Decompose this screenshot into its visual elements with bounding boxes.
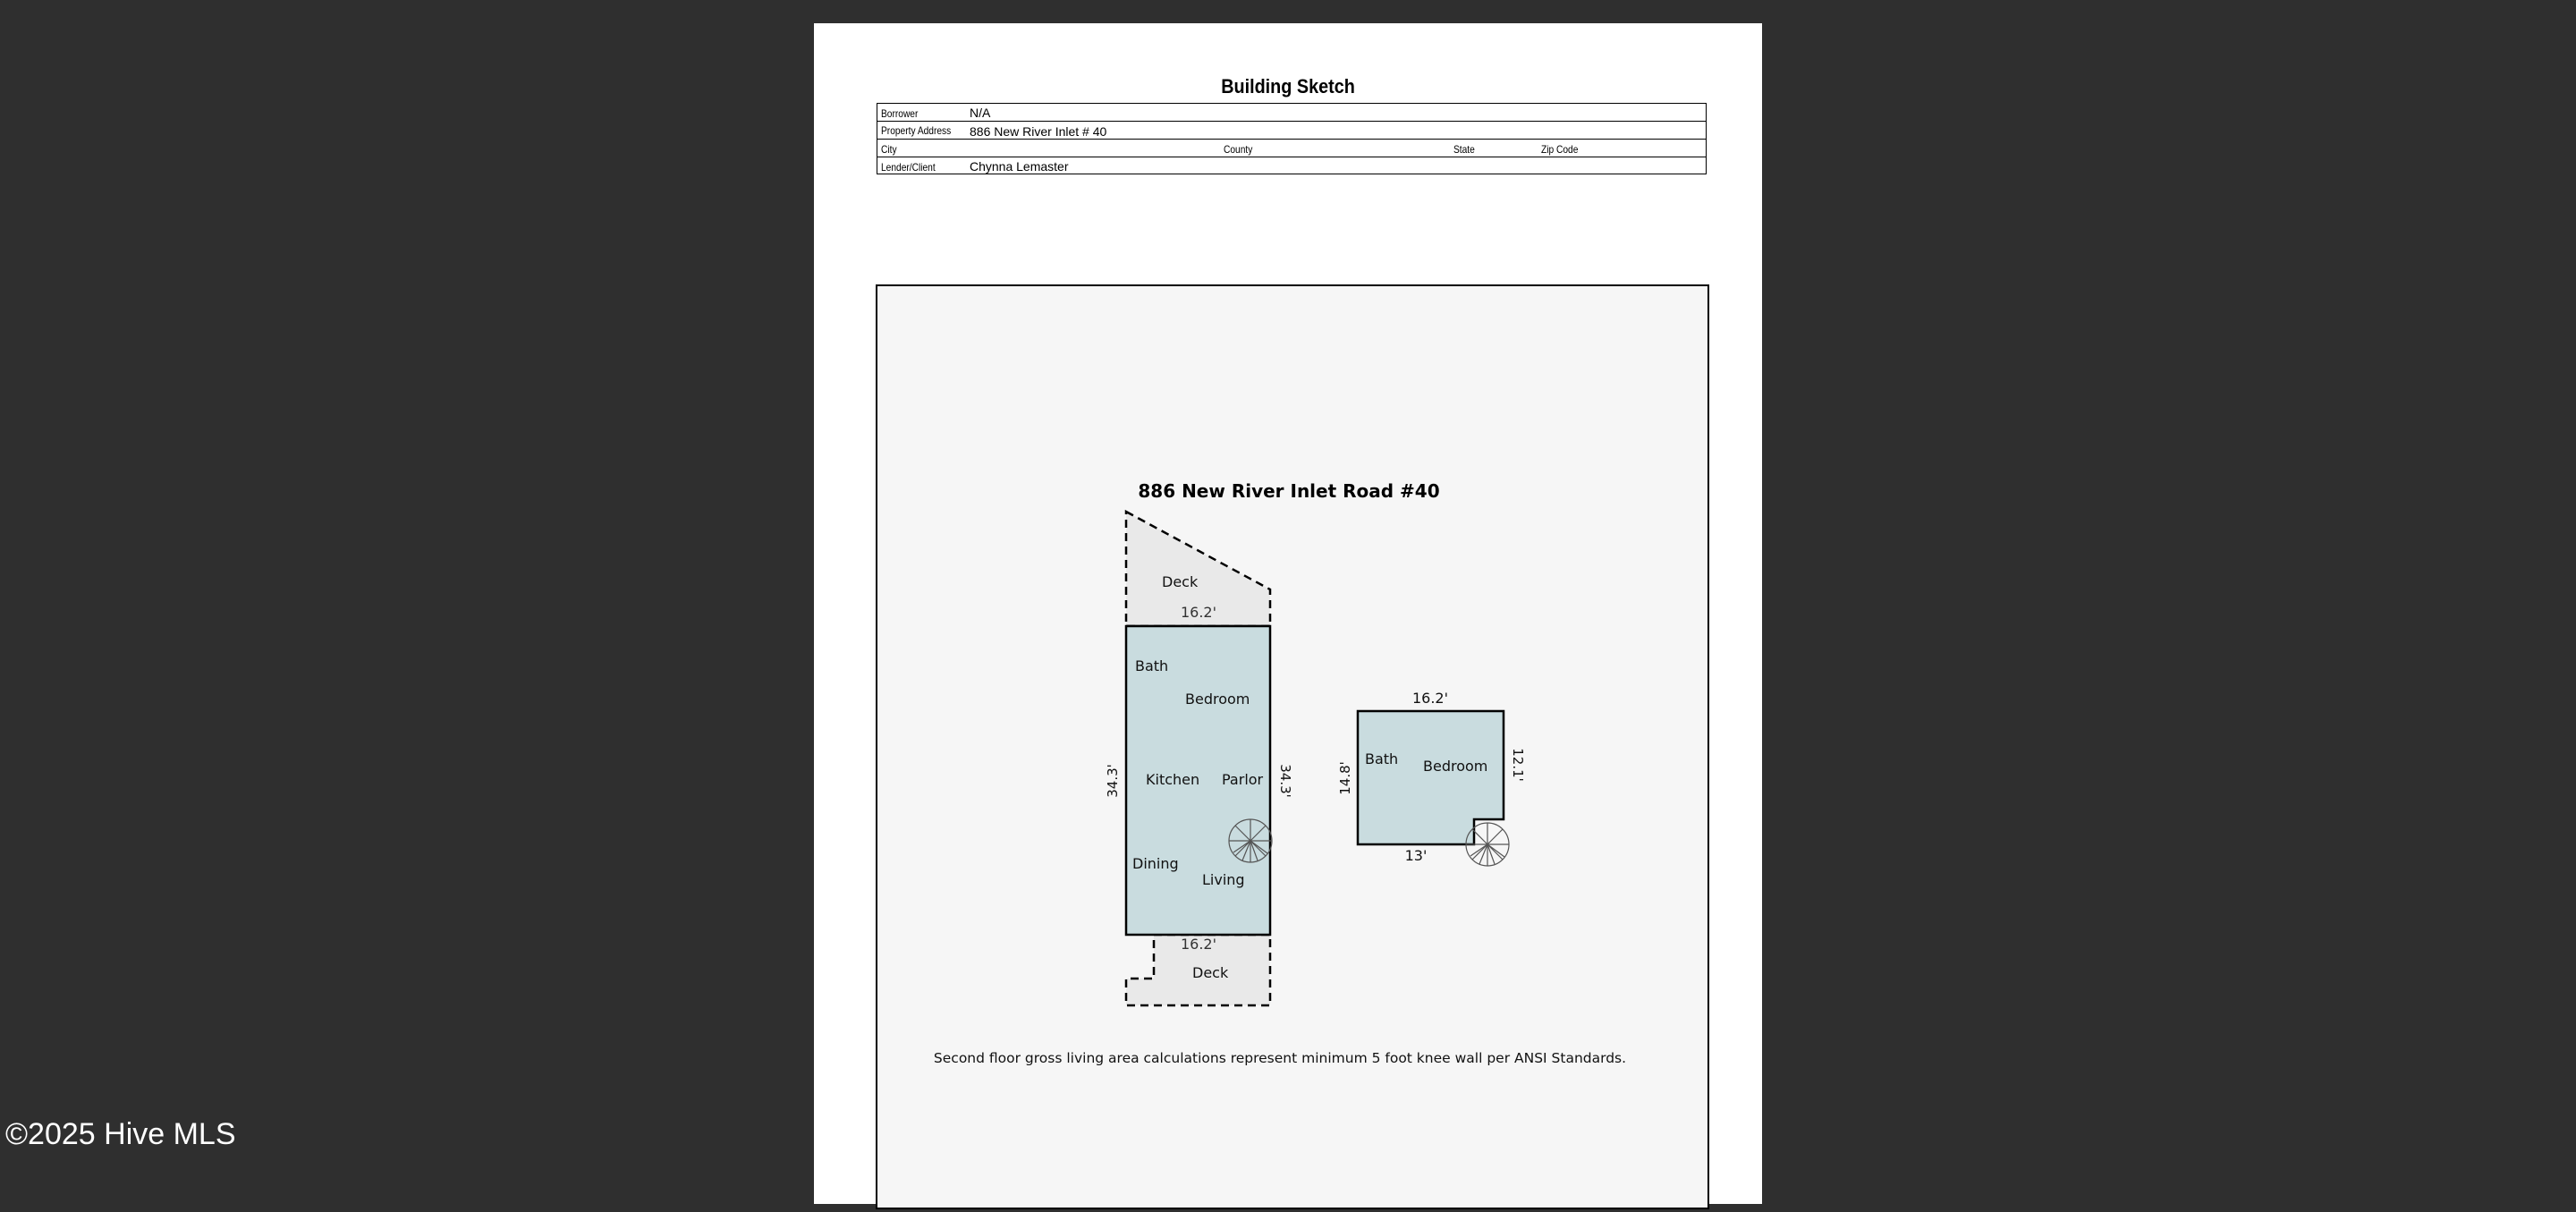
borrower-label: Borrower	[881, 107, 919, 120]
property-address-row	[877, 122, 1706, 140]
state-label: State	[1453, 143, 1475, 156]
top-deck-label: Deck	[1162, 573, 1199, 590]
zip-code-label: Zip Code	[1541, 143, 1579, 156]
lender-label: Lender/Client	[881, 161, 936, 174]
lender-row	[877, 157, 1706, 175]
room-bedroom-label: Bedroom	[1185, 691, 1250, 708]
ansi-note: Second floor gross living area calculations represent minimum 5 foot knee wall per ANSI Standards.	[933, 1050, 1627, 1066]
room-dining-label: Dining	[1132, 855, 1179, 872]
property-address-label: Property Address	[881, 124, 952, 137]
second-floor-right-dimension: 12.1'	[1510, 748, 1526, 782]
second-floor-bedroom-label: Bedroom	[1423, 758, 1488, 775]
borrower-row	[877, 104, 1706, 122]
first-floor-left-dimension: 34.3'	[1105, 764, 1121, 798]
city-label: City	[881, 143, 897, 156]
floor-plan-sketch	[877, 286, 1707, 1208]
spiral-stair-icon	[1229, 819, 1272, 862]
second-floor-left-dimension: 14.8'	[1337, 761, 1353, 795]
first-floor-bottom-width: 16.2'	[1180, 936, 1217, 953]
room-bath-label: Bath	[1135, 657, 1169, 674]
borrower-value: N/A	[970, 106, 991, 120]
sketch-heading: 886 New River Inlet Road #40	[1138, 480, 1440, 502]
sketch-frame	[876, 284, 1709, 1209]
room-parlor-label: Parlor	[1222, 771, 1264, 788]
first-floor-right-dimension: 34.3'	[1277, 764, 1293, 798]
county-label: County	[1224, 143, 1253, 156]
copyright-watermark: ©2025 Hive MLS	[5, 1117, 236, 1151]
bottom-deck-label: Deck	[1192, 964, 1229, 981]
spiral-stair-icon	[1466, 823, 1509, 866]
second-floor-bottom-dimension: 13'	[1404, 847, 1428, 864]
room-kitchen-label: Kitchen	[1146, 771, 1200, 788]
second-floor-bath-label: Bath	[1365, 750, 1399, 767]
city-row	[877, 140, 1706, 157]
document-page	[814, 23, 1762, 1204]
lender-value: Chynna Lemaster	[970, 159, 1069, 174]
top-deck-width: 16.2'	[1180, 604, 1217, 621]
room-living-label: Living	[1202, 871, 1245, 888]
property-address-value: 886 New River Inlet # 40	[970, 124, 1107, 139]
document-title: Building Sketch	[1221, 75, 1355, 97]
second-floor-outline	[1358, 711, 1504, 844]
second-floor-top-dimension: 16.2'	[1411, 690, 1449, 707]
info-table	[877, 103, 1707, 174]
